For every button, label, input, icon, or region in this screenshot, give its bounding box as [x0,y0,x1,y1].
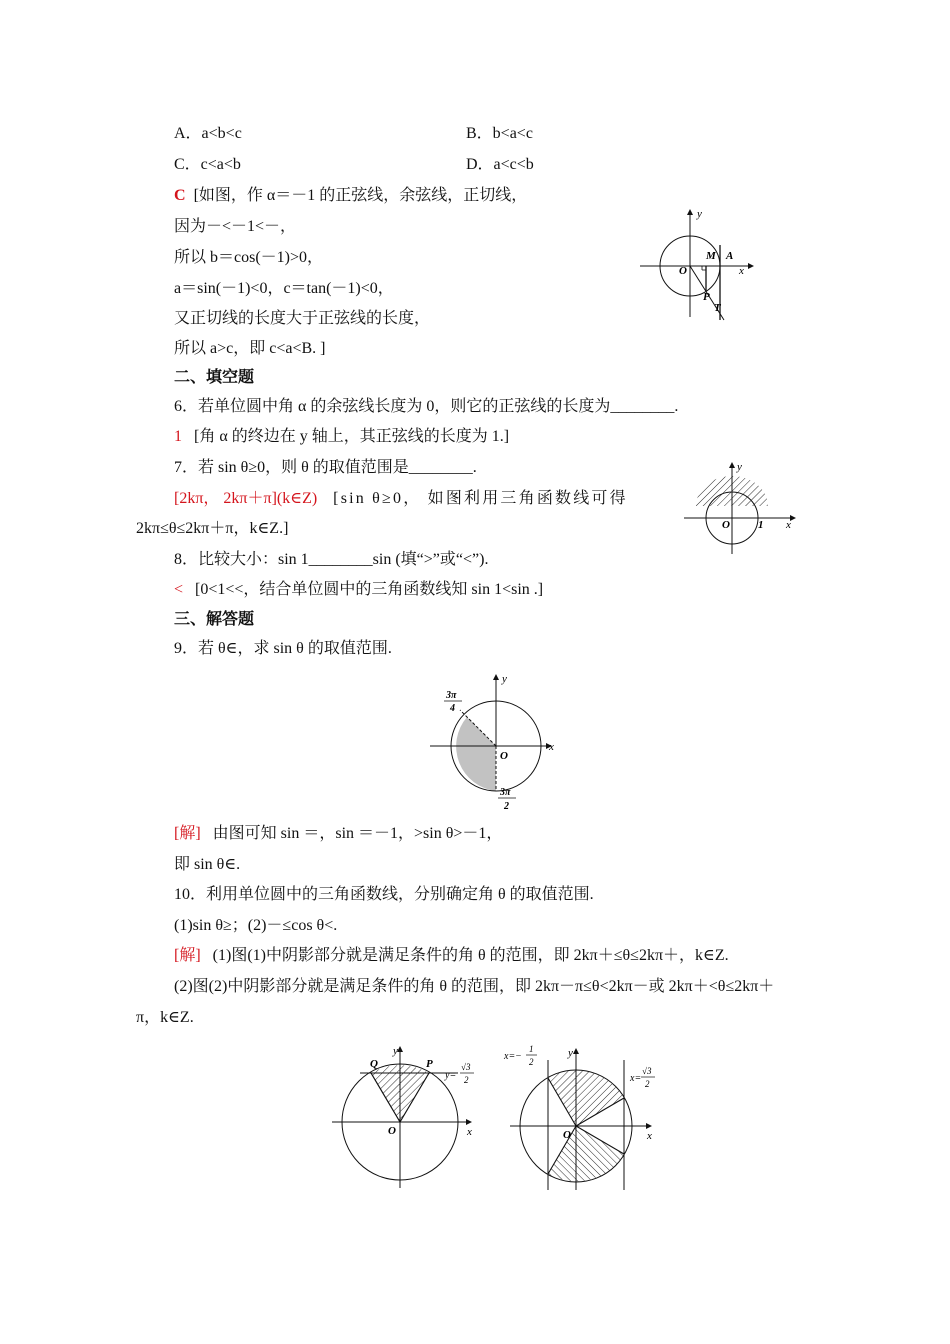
q10-fig1-o-label: O [388,1125,396,1137]
option-c: C．c<a<b [174,156,241,173]
q10-fig2-left-label: x=− [504,1051,522,1062]
q5-solution-line-6: 所以 a>c，即 c<a<B. ] [174,340,326,357]
q5-fig-y-label: y [697,208,702,220]
q7-fig-y-label: y [737,461,742,473]
q9-fig-bot-num: 3π [500,787,511,798]
q7-fig-o-label: O [722,519,730,531]
q5-solution-line-4: a＝sin(－1)<0，c＝tan(－1)<0， [174,280,394,297]
q7-sol-text: [sin θ≥0， 如图利用三角函数线可得 [333,490,628,507]
q10-solution-line-3: π，k∈Z. [136,1009,194,1026]
q10-fig2-left-den: 2 [529,1057,534,1067]
section-fill-in-title: 二、填空题 [174,369,255,386]
q6-answer: 1 [174,428,182,445]
q10-sol-text-1: (1)图(1)中阴影部分就是满足条件的角 θ 的范围，即 2kπ＋≤θ≤2kπ＋，k∈Z. [212,947,729,964]
q5-answer: C [174,187,186,204]
q6-solution [174,427,509,447]
q10-solution-line-2: (2)图(2)中阴影部分就是满足条件的角 θ 的范围，即 2kπ－π≤θ<2kπ－或 2kπ＋<θ≤2kπ＋ [174,978,775,995]
q10-question: 10．利用单位圆中的三角函数线，分别确定角 θ 的取值范围. [174,886,594,903]
q9-unit-circle-figure [428,670,564,815]
q10-figure-2 [500,1040,670,1195]
q10-fig2-o-label: O [563,1129,571,1141]
option-d: D．a<c<b [466,156,534,173]
q7-question: 7．若 sin θ≥0，则 θ 的取值范围是________. [174,459,477,476]
q10-fig1-p-label: P [426,1058,433,1070]
q9-fig-top-den: 4 [450,703,455,714]
q5-sol-text-1: [如图，作 α＝－1 的正弦线，余弦线，正切线， [193,187,528,204]
q10-fig1-x-label: x [467,1126,472,1138]
q9-solution-tag: [解] [174,825,201,842]
q8-answer: < [174,581,184,598]
option-a: A．a<b<c [174,125,242,142]
q8-question: 8．比较大小：sin 1________sin (填“>”或“<”). [174,551,489,568]
q10-fig2-y-label: y [568,1047,573,1059]
q10-fig2-x-label: x [647,1130,652,1142]
q7-fig-one-label: 1 [758,519,764,531]
q5-fig-m-label: M [706,250,716,262]
q5-fig-t-label: T [714,302,721,314]
q10-figure-1 [330,1040,490,1190]
q7-solution-line-2: 2kπ≤θ≤2kπ＋π，k∈Z.] [136,520,289,537]
q7-solution-line-1 [174,489,628,509]
q5-fig-x-label: x [739,265,744,277]
q9-solution-line-2: 即 sin θ∈. [174,856,241,873]
q5-solution-line-5: 又正切线的长度大于正弦线的长度， [174,310,431,327]
q5-fig-o-label: O [679,265,687,277]
q5-fig-p-label: P [703,291,710,303]
q8-solution [174,580,543,600]
q10-fig2-right-label: x= [630,1073,642,1084]
q10-fig2-left-num: 1 [529,1044,534,1054]
section-answer-title: 三、解答题 [174,611,255,628]
q5-solution-line-1 [174,186,527,206]
q9-sol-text-1: 由图可知 sin ＝，sin ＝－1，>sin θ>－1， [212,825,503,842]
q9-fig-top-num: 3π [446,690,457,701]
q5-solution-line-2: 因为－<－1<－， [174,218,297,235]
q9-fig-o-label: O [500,750,508,762]
q5-fig-a-label: A [726,250,734,262]
q6-sol-text: [角 α 的终边在 y 轴上，其正弦线的长度为 1.] [194,428,510,445]
q9-fig-x-label: x [549,741,554,753]
option-b: B．b<a<c [466,125,533,142]
q8-sol-text: [0<1<<，结合单位圆中的三角函数线知 sin 1<sin .] [195,581,544,598]
q7-answer: [2kπ， 2kπ＋π](k∈Z) [174,490,318,507]
q9-solution-line-1 [174,824,502,844]
q10-fig1-num: √3 [461,1062,471,1072]
q10-fig1-line-label: y= [445,1070,457,1081]
q10-fig2-right-num: √3 [642,1066,652,1076]
q10-fig1-den: 2 [464,1075,469,1085]
q9-fig-y-label: y [502,673,507,685]
q10-solution-tag: [解] [174,947,201,964]
q9-fig-bot-den: 2 [504,801,509,812]
q10-subquestions: (1)sin θ≥；(2)－≤cos θ<. [174,917,338,934]
q9-question: 9．若 θ∈，求 sin θ 的取值范围. [174,640,392,657]
q6-question: 6．若单位圆中角 α 的余弦线长度为 0，则它的正弦线的长度为________. [174,398,679,415]
q10-fig1-y-label: y [393,1045,398,1057]
q7-fig-x-label: x [786,519,791,531]
q10-solution-line-1 [174,946,729,966]
q10-fig2-right-den: 2 [645,1079,650,1089]
q5-solution-line-3: 所以 b＝cos(－1)>0， [174,249,324,266]
q5-unit-circle-figure [640,205,760,320]
q10-fig1-q-label: Q [370,1058,378,1070]
q7-unit-circle-figure [680,458,800,558]
